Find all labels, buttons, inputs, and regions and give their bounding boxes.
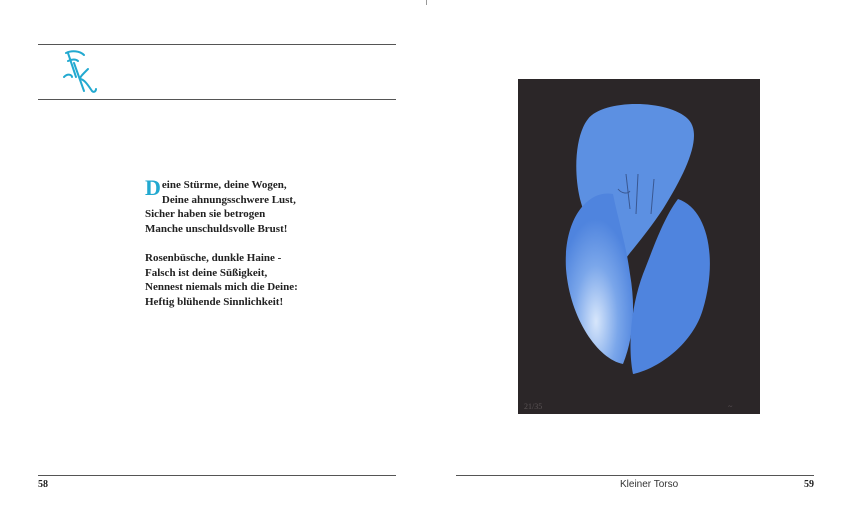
header-top-rule [38,44,396,45]
poem-line: eine Stürme, deine Wogen, [161,179,287,191]
poem-line: Deine ahnungsschwere Lust, [161,193,296,206]
artwork-kleiner-torso [518,79,760,414]
stanza-1 [145,175,405,236]
poem-line: Manche unschuldsvolle Brust! [145,222,288,235]
footer-rule-left [38,475,396,476]
poem-body [145,175,405,324]
poem-line: Falsch ist deine Süßigkeit, [145,266,268,279]
fk-monogram-logo [54,47,102,95]
page-number-left: 58 [38,479,48,490]
poem-line: Rosenbüsche, dunkle Haine - [145,252,282,264]
artwork-caption: Kleiner Torso [620,479,679,490]
artwork-signature: 21/35 [524,402,543,411]
poem-line: Sicher haben sie betrogen [145,208,266,220]
poem-line: Heftig blühende Sinnlichkeit! [145,295,284,308]
drop-cap: D [145,175,161,200]
footer-rule-right [456,475,814,476]
artwork-signature-mark: ~ [728,402,733,411]
page-number-right: 59 [804,479,814,490]
poem-line: Nennest niemals mich die Deine: [145,281,298,293]
stanza-2 [145,251,405,309]
right-page [426,0,852,506]
header-bottom-rule [38,99,396,100]
